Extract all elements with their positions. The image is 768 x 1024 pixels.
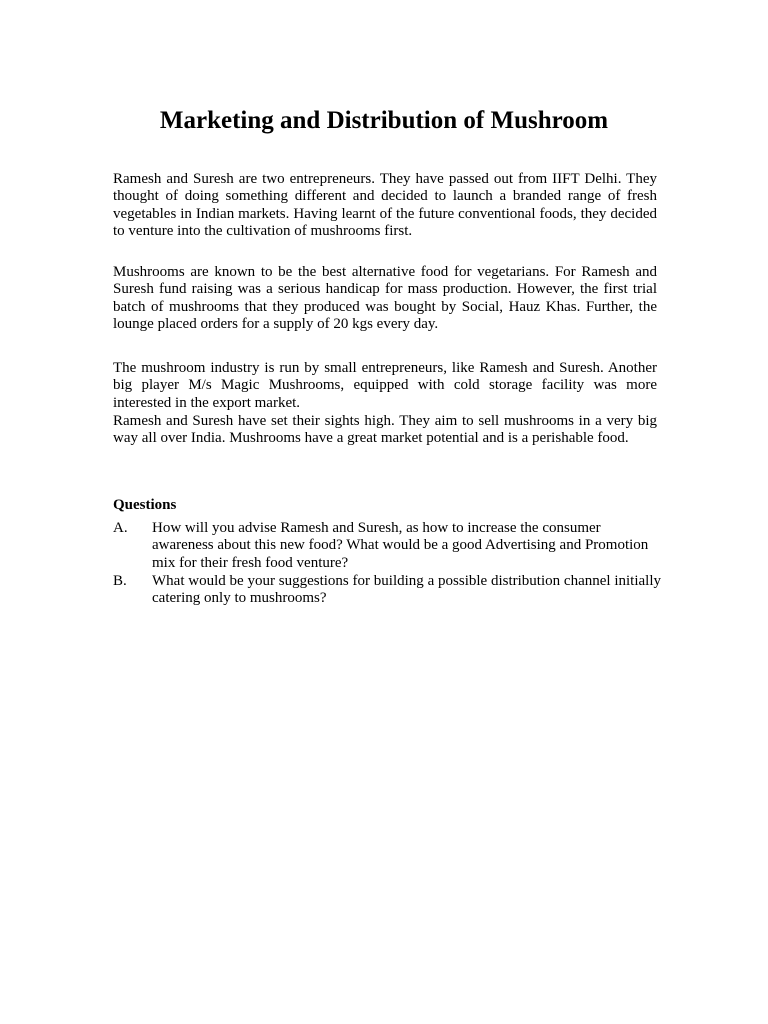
question-text: How will you advise Ramesh and Suresh, as how to increase the consumer awareness about this new food? What would be a good Advertising and Promotion mix for their fresh food venture? xyxy=(152,520,649,571)
questions-heading: Questions xyxy=(113,497,177,513)
paragraph-goals: Ramesh and Suresh have set their sights high. They aim to sell mushrooms in a very big way all over India. Mushrooms have a great market potential and is a perishable food. xyxy=(113,413,657,447)
question-letter: A. xyxy=(113,520,128,536)
question-text: What would be your suggestions for building a possible distribution channel initially catering only to mushrooms? xyxy=(152,573,661,607)
paragraph-intro: Ramesh and Suresh are two entrepreneurs. They have passed out from IIFT Delhi. They thought of doing something different and decided to launch a branded range of fresh vegetables in Indian markets. Having learnt of the future conventional foods, they decided to venture into the cultivation of mushrooms first. xyxy=(113,171,657,239)
paragraph-industry: The mushroom industry is run by small entrepreneurs, like Ramesh and Suresh. Another big player M/s Magic Mushrooms, equipped with cold storage facility was more interested in the export market. xyxy=(113,360,657,411)
paragraph-funding: Mushrooms are known to be the best alternative food for vegetarians. For Ramesh and Suresh fund raising was a serious handicap for mass production. However, the first trial batch of mushrooms that they produced was bought by Social, Hauz Khas. Further, the lounge placed orders for a supply of 20 kgs every day. xyxy=(113,264,657,332)
document-title: Marketing and Distribution of Mushroom xyxy=(159,107,609,134)
question-letter: B. xyxy=(113,573,127,589)
